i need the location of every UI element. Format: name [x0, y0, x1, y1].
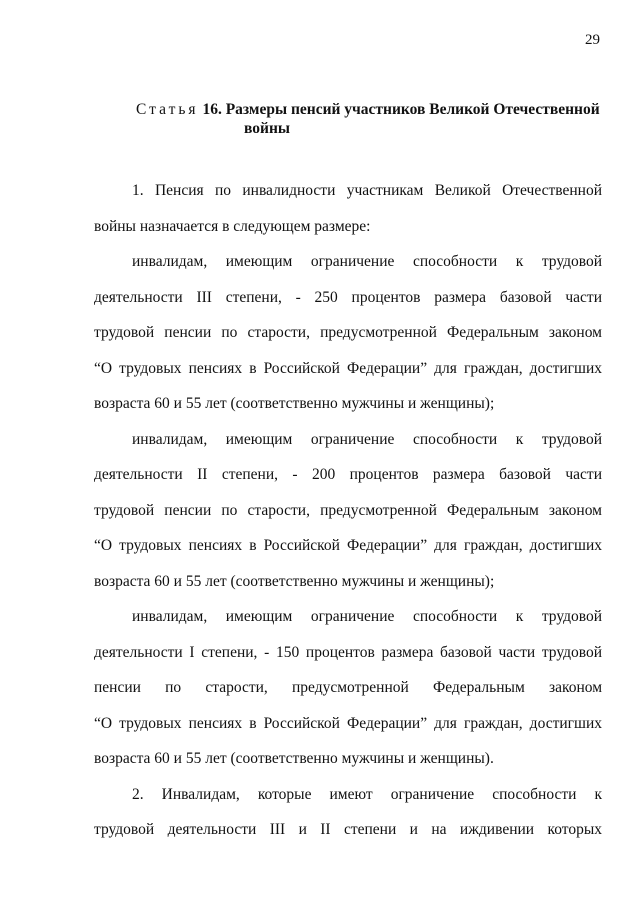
- text-line: инвалидам, имеющим ограничение способности к трудовой: [132, 430, 602, 448]
- text-line: возраста 60 и 55 лет (соответственно мужчины и женщины).: [94, 750, 494, 767]
- page-number: 29: [585, 32, 600, 48]
- text-line: деятельности III степени, - 250 процентов размера базовой части: [94, 288, 602, 306]
- text-line: инвалидам, имеющим ограничение способности к трудовой: [132, 608, 602, 625]
- text-line: трудовой пенсии по старости, предусмотренной Федеральным законом: [94, 324, 602, 341]
- text-line: “О трудовых пенсиях в Российской Федерации” для граждан, достигших: [94, 359, 602, 377]
- text-line: трудовой пенсии по старости, предусмотренной Федеральным законом: [94, 501, 602, 519]
- text-line: возраста 60 и 55 лет (соответственно мужчины и женщины);: [94, 572, 495, 590]
- article-heading: [136, 100, 606, 138]
- article-body: [94, 173, 602, 848]
- text-line: “О трудовых пенсиях в Российской Федерации” для граждан, достигших: [94, 537, 602, 554]
- paragraph-4: [94, 599, 602, 777]
- paragraph-2: [94, 244, 602, 422]
- text-line: трудовой деятельности III и II степени и на иждивении которых: [94, 821, 602, 838]
- text-line: деятельности II степени, - 200 процентов размера базовой части: [94, 466, 602, 483]
- text-line: 2. Инвалидам, которые имеют ограничение способности к: [132, 785, 602, 803]
- text-line: 1. Пенсия по инвалидности участникам Великой Отечественной: [132, 182, 602, 199]
- paragraph-3: [94, 422, 602, 600]
- text-line: “О трудовых пенсиях в Российской Федерации” для граждан, достигших: [94, 714, 602, 732]
- text-line: деятельности I степени, - 150 процентов размера базовой части трудовой: [94, 643, 602, 661]
- paragraph-1: [94, 173, 602, 244]
- paragraph-5: [94, 777, 602, 848]
- article-title-line2: войны: [244, 120, 290, 137]
- text-line: войны назначается в следующем размере:: [94, 217, 371, 235]
- text-line: возраста 60 и 55 лет (соответственно мужчины и женщины);: [94, 395, 495, 412]
- text-line: инвалидам, имеющим ограничение способности к трудовой: [132, 253, 602, 270]
- article-word: Статья: [136, 101, 199, 118]
- text-line: пенсии по старости, предусмотренной Федеральным законом: [94, 679, 602, 696]
- article-title-line1: 16. Размеры пенсий участников Великой Отечественной: [202, 101, 600, 118]
